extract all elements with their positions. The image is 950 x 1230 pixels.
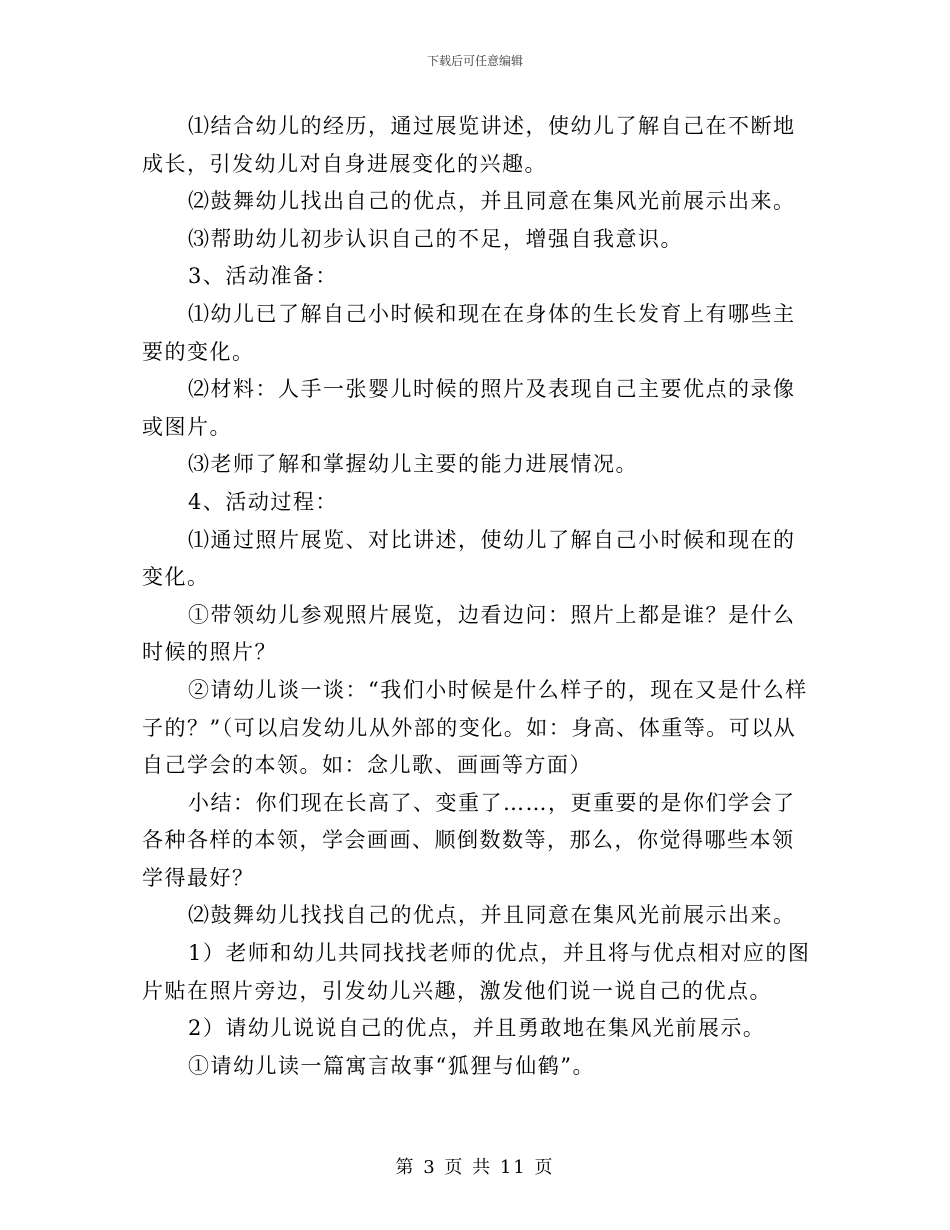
paragraph: ⑴结合幼儿的经历，通过展览讲述，使幼儿了解自己在不断地成长，引发幼儿对自身进展变化的兴趣。 bbox=[142, 114, 796, 176]
paragraph: ⑶帮助幼儿初步认识自己的不足，增强自我意识。 bbox=[188, 226, 683, 251]
page-header: 下载后可任意编辑 bbox=[426, 54, 523, 68]
document-body bbox=[142, 108, 814, 1085]
paragraph: ⑵鼓舞幼儿找出自己的优点，并且同意在集风光前展示出来。 bbox=[188, 189, 796, 214]
page-number: 第 3 页 共 11 页 bbox=[395, 1157, 555, 1178]
paragraph: ①带领幼儿参观照片展览，边看边问：照片上都是谁？是什么时候的照片？ bbox=[142, 602, 796, 665]
paragraph: 1）老师和幼儿共同找找老师的优点，并且将与优点相对应的图片贴在照片旁边，引发幼儿兴趣，激发他们说一说自己的优点。 bbox=[142, 941, 811, 1003]
summary-paragraph: 小结：你们现在长高了、变重了……，更重要的是你们学会了各种各样的本领，学会画画、顺倒数数等，那么，你觉得哪些本领学得最好？ bbox=[142, 790, 796, 890]
paragraph: ⑴幼儿已了解自己小时候和现在在身体的生长发育上有哪些主要的变化。 bbox=[142, 301, 796, 364]
paragraph: ①请幼儿读一篇寓言故事“狐狸与仙鹤”。 bbox=[188, 1053, 595, 1078]
paragraph: ②请幼儿谈一谈：“我们小时候是什么样子的，现在又是什么样子的？”（可以启发幼儿从外部的变化。如：身高、体重等。可以从自己学会的本领。如：念儿歌、画画等方面） bbox=[142, 677, 808, 778]
paragraph: ⑴通过照片展览、对比讲述，使幼儿了解自己小时候和现在的变化。 bbox=[142, 527, 796, 590]
paragraph: ⑶老师了解和掌握幼儿主要的能力进展情况。 bbox=[188, 452, 638, 477]
paragraph: 2）请幼儿说说自己的优点，并且勇敢地在集风光前展示。 bbox=[188, 1016, 766, 1041]
paragraph: ⑵材料：人手一张婴儿时候的照片及表现自己主要优点的录像或图片。 bbox=[142, 377, 796, 439]
section-heading: 3、活动准备： bbox=[188, 264, 338, 289]
section-heading: 4、活动过程： bbox=[188, 489, 338, 514]
paragraph: ⑵鼓舞幼儿找找自己的优点，并且同意在集风光前展示出来。 bbox=[188, 903, 796, 928]
